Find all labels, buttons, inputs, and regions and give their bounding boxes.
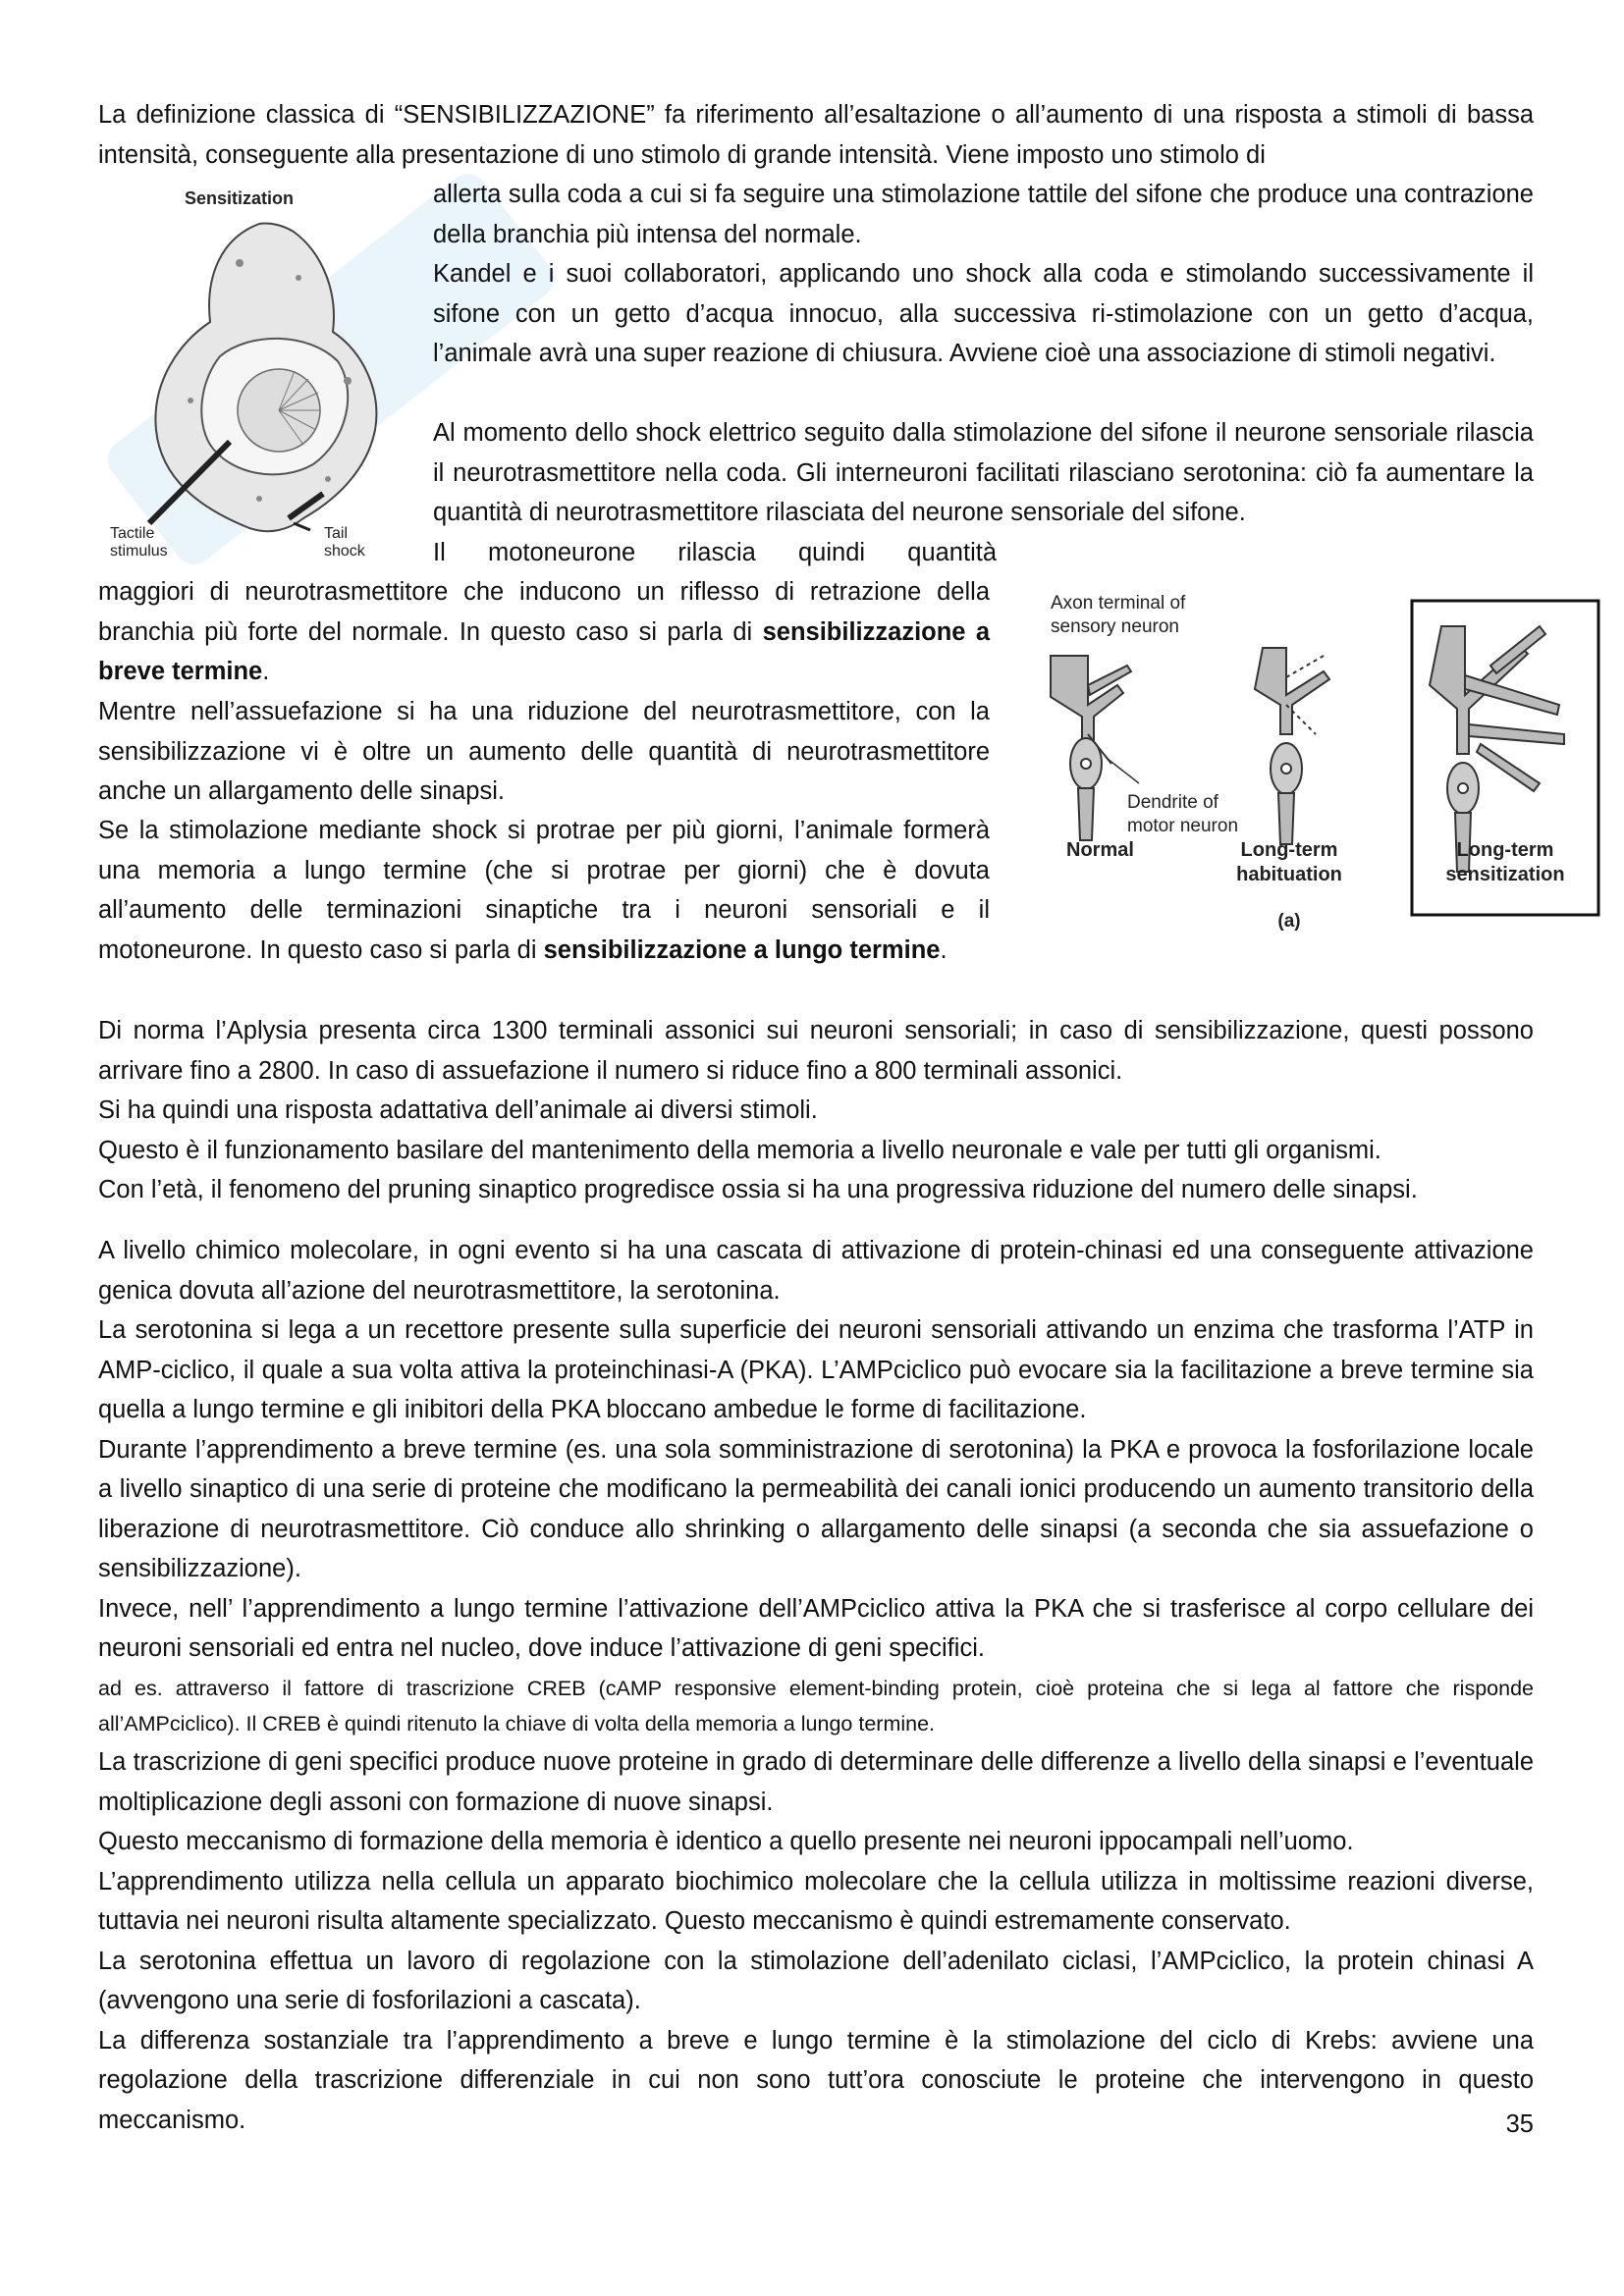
svg-text:Tactilestimulus: Tactile stimulus — [110, 525, 168, 560]
paragraph-motoneuron-first: Il motoneurone rilascia quindi quantità — [433, 539, 997, 566]
paragraph-shock: Al momento dello shock elettrico seguito dalla stimolazione del sifone il neurone sensoriale rilascia il neurotrasmettitore nella coda. Gli interneuroni facilitati rilasciano serotonina: ciò fa aumentare la quantità di neurotrasmettitore rilasciata del neurone sensoriale del sifone. — [433, 419, 1534, 526]
aplysia-illustration — [149, 223, 376, 531]
dendrite-pointer — [1108, 759, 1139, 783]
section-molecular: A livello chimico molecolare, in ogni evento si ha una cascata di attivazione di protein-chinasi ed una conseguente attivazione genica dovuta all’azione del neurotrasmettitore, la serotonina. La serotonina si lega a un recettore presente sulla superficie dei neuroni sensoriali attivando un enzima che trasforma l’ATP in AMP-ciclico, il quale a sua volta attiva la proteinchinasi-A (PKA). L’AMPciclico può evocare sia la facilitazione a breve termine sia quella a lungo termine e gli inibitori della PKA bloccano ambedue le forme di facilitazione. Durante l’apprendimento a breve termine (es. una sola somministrazione di serotonina) la PKA e provoca la fosforilazione locale a livello sinaptico di una serie di proteine che modificano la permeabilità dei canali ionici producendo un aumento transitorio della liberazione di neurotrasmettitore. Ciò conduce allo shrinking o allargamento delle sinapsi (a seconda che sia assuefazione o sensibilizzazione). Invece, nell’ l’apprendimento a lungo termine l’attivazione dell’AMPciclico attiva la PKA che si trasferisce al corpo cellulare dei neuroni sensoriali ed entra nel nucleo, dove induce l’attivazione di geni specifici. — [98, 1237, 1534, 1662]
synapse-figure — [1029, 587, 1610, 940]
svg-text:Dendrite ofmotor neuron: Dendrite of motor neuron — [1127, 792, 1239, 836]
page-number: 35 — [1505, 2110, 1534, 2138]
figure-title: Sensitization — [185, 188, 295, 208]
svg-text:Long-termhabituation: Long-term habituation — [1236, 839, 1342, 885]
paragraph-intro-cont: allerta sulla coda a cui si fa seguire una stimolazione tattile del sifone che produce una contrazione della branchia più intensa del normale. — [433, 181, 1534, 248]
paragraph-creb: ad es. attraverso il fattore di trascrizione CREB (cAMP responsive element-binding protein, cioè proteina che si lega al fattore che risponde all’AMPciclico). Il CREB è quindi ritenuto la chiave di volta della memoria a lungo termine. — [98, 1677, 1534, 1735]
section-conclusion: La trascrizione di geni specifici produce nuove proteine in grado di determinare delle differenze a livello della sinapsi e l’eventuale moltiplicazione degli assoni con formazione di nuove sinapsi. Questo meccanismo di formazione della memoria è identico a quello presente nei neuroni ippocampali nell’uomo. L’apprendimento utilizza nella cellula un apparato biochimico molecolare che la cellula utilizza in moltissime reazioni diverse, tuttavia nei neuroni risulta altamente specializzato. Questo meccanismo è quindi estremamente conservato. La serotonina effettua un lavoro di regolazione con la stimolazione dell’adenilato ciclasi, l’AMPciclico, la protein chinasi A (avvengono una serie di fosforilazioni a cascata). La differenza sostanziale tra l’apprendimento a breve e lungo termine è la stimolazione del ciclo di Krebs: avviene una regolazione della trascrizione differenziale in cui non sono tutt’ora conosciute le proteine che intervengono in questo meccanismo. — [98, 1748, 1534, 2134]
svg-text:Normal: Normal — [1066, 839, 1134, 861]
paragraph-motoneuron: maggiori di neurotrasmettitore che inducono un riflesso di retrazione della branchia più forte del normale. In questo caso si parla di sensibilizzazione a breve termine. — [98, 578, 991, 685]
svg-text:(a): (a) — [1277, 911, 1301, 932]
svg-text:Axon terminal ofsensory neuron: Axon terminal of sensory neuron — [1051, 593, 1186, 637]
habituation-synapse — [1255, 648, 1329, 844]
svg-text:Tailshock: Tail shock — [324, 525, 365, 560]
normal-synapse — [1051, 656, 1131, 840]
paragraph-intro: La definizione classica di “SENSIBILIZZAZIONE” fa riferimento all’esaltazione o all’aumento di una risposta a stimoli di bassa intensità, conseguente alla presentazione di uno stimolo di grande intensità. Viene imposto uno stimolo di — [98, 101, 1534, 169]
paragraph-kandel: Kandel e i suoi collaboratori, applicando uno shock alla coda e stimolando successivamente il sifone con un getto d’acqua innocuo, alla successiva ri-stimolazione con un getto d’acqua, l’animale avrà una super reazione di chiusura. Avviene cioè una associazione di stimoli negativi. — [433, 260, 1534, 367]
sensitization-synapse — [1430, 626, 1564, 872]
sensitization-figure — [102, 185, 416, 567]
section-numbers: Di norma l’Aplysia presenta circa 1300 terminali assonici sui neuroni sensoriali; in caso di sensibilizzazione, questi possono arrivare fino a 2800. In caso di assuefazione il numero si riduce fino a 800 terminali assonici. Si ha quindi una risposta adattativa dell’animale ai diversi stimoli. Questo è il funzionamento basilare del mantenimento della memoria a livello neuronale e vale per tutti gli organismi. Con l’età, il fenomeno del pruning sinaptico progredisce ossia si ha una progressiva riduzione del numero delle sinapsi. — [98, 1017, 1534, 1203]
paragraph-long-term: Se la stimolazione mediante shock si protrae per più giorni, l’animale formerà una memoria a lungo termine (che si protrae per giorni) che è dovuta all’aumento delle terminazioni sinaptiche tra i neuroni sensoriali e il motoneurone. In questo caso si parla di sensibilizzazione a lungo termine. — [98, 817, 990, 964]
paragraph-assuefazione: Mentre nell’assuefazione si ha una riduzione del neurotrasmettitore, con la sensibilizzazione vi è oltre un aumento delle quantità di neurotrasmettitore anche un allargamento delle sinapsi. — [98, 698, 990, 805]
svg-text:Long-termsensitization: Long-term sensitization — [1445, 839, 1565, 885]
